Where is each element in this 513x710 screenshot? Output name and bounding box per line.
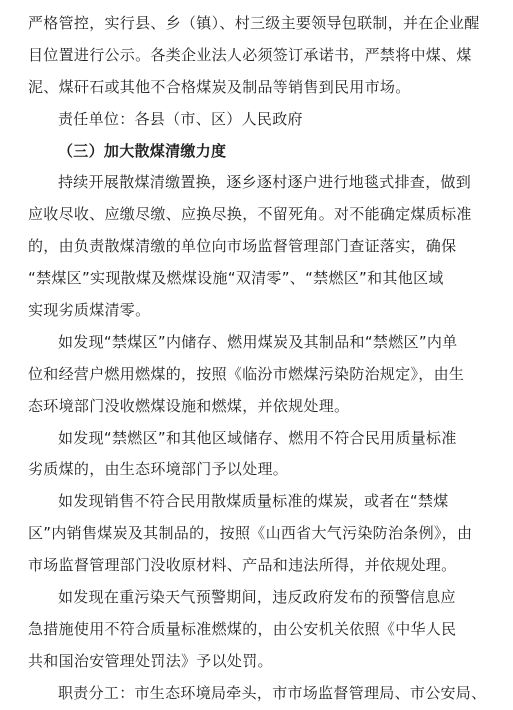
paragraph-line: 持续开展散煤清缴置换，逐乡逐村逐户进行地毯式排查，做到 [58,173,472,192]
paragraph-line: “禁煤区”实现散煤及燃煤设施“双清零”、“禁燃区”和其他区域 [28,269,444,288]
paragraph-line: 急措施使用不符合质量标准燃煤的，由公安机关依照《中华人民 [28,619,457,638]
paragraph-line: 目位置进行公示。各类企业法人必须签订承诺书，严禁将中煤、煤 [28,45,472,64]
paragraph-line: 如发现销售不符合民用散煤质量标准的煤炭，或者在“禁煤 [58,492,449,511]
paragraph-line: 泥、煤矸石或其他不合格煤炭及制品等销售到民用市场。 [28,77,411,96]
paragraph-line: 市场监督管理部门没收原材料、产品和违法所得，并依规处理。 [28,556,457,575]
paragraph-line: 严格管控，实行县、乡（镇）、村三级主要领导包联制，并在企业醒 [28,14,480,32]
paragraph-line: 应收尽收、应缴尽缴、应换尽换，不留死角。对不能确定煤质标准 [28,205,472,224]
paragraph-line: 态环境部门没收燃煤设施和燃煤，并依规处理。 [28,396,350,415]
section-heading: （三）加大散煤清缴力度 [58,141,227,160]
paragraph-line: 共和国治安管理处罚法》予以处罚。 [28,651,273,670]
paragraph-line: 位和经营户燃用燃煤的，按照《临汾市燃煤污染防治规定》，由生 [28,364,465,383]
responsibility-division-line: 职责分工：市生态环境局牵头，市市场监督管理局、市公安局、 [58,683,487,702]
paragraph-line: 劣质煤的，由生态环境部门予以处理。 [28,460,289,479]
paragraph-line: 如发现“禁燃区”和其他区域储存、燃用不符合民用质量标准 [58,428,457,447]
paragraph-line: 的，由负责散煤清缴的单位向市场监督管理部门查证落实，确保 [28,237,457,256]
responsible-unit-line: 责任单位：各县（市、区）人民政府 [58,109,303,128]
paragraph-line: 实现劣质煤清零。 [28,301,151,320]
paragraph-line: 区”内销售煤炭及其制品的，按照《山西省大气污染防治条例》，由 [28,524,473,543]
paragraph-line: 如发现在重污染天气预警期间，违反政府发布的预警信息应 [58,588,456,607]
paragraph-line: 如发现“禁煤区”内储存、燃用煤炭及其制品和“禁燃区”内单 [58,332,458,351]
